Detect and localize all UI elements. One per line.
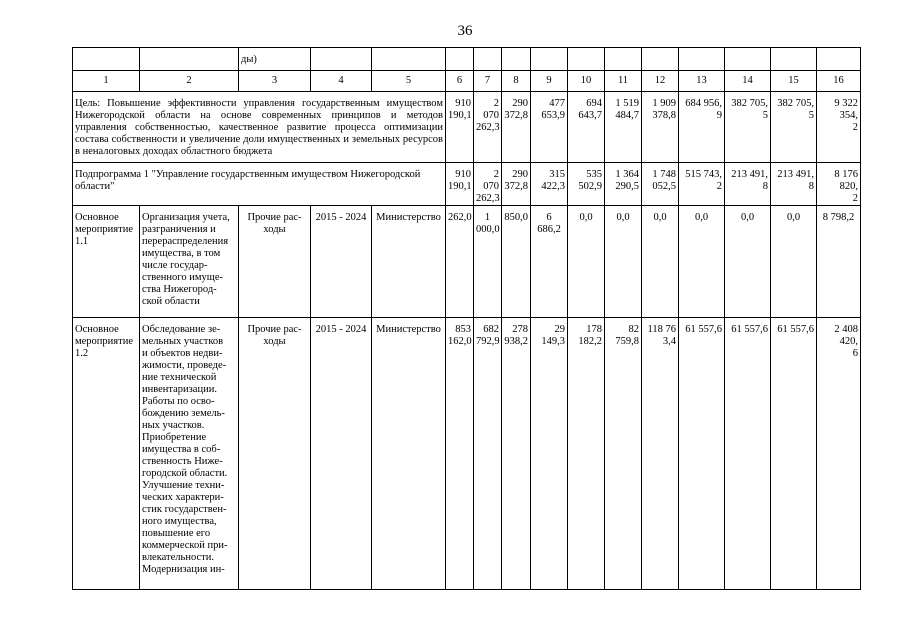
period: 2015 - 2024 xyxy=(311,206,372,318)
value-cell: 1 748 052,5 xyxy=(642,163,679,206)
value-cell: 290 372,8 xyxy=(502,163,531,206)
value-cell: 61 557,6 xyxy=(725,318,771,590)
value-cell: 0,0 xyxy=(605,206,642,318)
col-number: 16 xyxy=(817,71,861,92)
goal-row xyxy=(73,92,861,163)
value-cell: 0,0 xyxy=(642,206,679,318)
value-cell: 0,0 xyxy=(725,206,771,318)
col-number: 3 xyxy=(239,71,311,92)
value-cell: 1 364 290,5 xyxy=(605,163,642,206)
value-cell: 694 643,7 xyxy=(568,92,605,163)
value-cell: 262,0 xyxy=(446,206,474,318)
executor: Министерство xyxy=(372,206,446,318)
col-number: 14 xyxy=(725,71,771,92)
measure-id: Основное мероприятие 1.2 xyxy=(73,318,140,590)
col-number: 2 xyxy=(140,71,239,92)
expense-type: Прочие рас- ходы xyxy=(239,318,311,590)
col-number: 7 xyxy=(474,71,502,92)
measure-description: Обследование зе- мельных участков и объектов недви- жимости, проведе- ние технической инвентаризации. Работы по осво- бождению земель- ных участков. Приобретение имущества в соб- ственность Ниже- городской области. Улучшение техни- ческих характери- стик государствен- ного имущества, повышение его коммерческой при- влекательности. Модернизация ин- xyxy=(140,318,239,590)
value-cell: 2 070 262,3 xyxy=(474,92,502,163)
page-number: 36 xyxy=(457,23,473,39)
goal-text: Цель: Повышение эффективности управления государственным имуществом Нижегородской области на основе современных принципов и методов управления собственностью, качественное развитие процесса оптимизации состава собственности и увеличение доли имущественных и земельных ресурсов в неналоговых доходах областного бюджета xyxy=(73,92,446,163)
value-cell: 278 938,2 xyxy=(502,318,531,590)
col-number: 8 xyxy=(502,71,531,92)
continuation-text: ды) xyxy=(239,48,311,71)
period: 2015 - 2024 xyxy=(311,318,372,590)
value-cell: 315 422,3 xyxy=(531,163,568,206)
value-cell: 684 956, 9 xyxy=(679,92,725,163)
value-cell: 213 491, 8 xyxy=(771,163,817,206)
value-cell: 82 759,8 xyxy=(605,318,642,590)
measure-description: Организация учета, разграничения и перераспределения имущества, в том числе государ- ственного имуще- ства Нижегород- ской области xyxy=(140,206,239,318)
continuation-row xyxy=(73,48,861,71)
value-cell: 9 322 354, 2 xyxy=(817,92,861,163)
value-cell: 850,0 xyxy=(502,206,531,318)
value-cell: 1 000,0 xyxy=(474,206,502,318)
value-cell: 6 686,2 xyxy=(531,206,568,318)
value-cell: 2 408 420, 6 xyxy=(817,318,861,590)
col-number: 11 xyxy=(605,71,642,92)
col-number: 5 xyxy=(372,71,446,92)
value-cell: 910 190,1 xyxy=(446,163,474,206)
value-cell: 61 557,6 xyxy=(771,318,817,590)
value-cell: 0,0 xyxy=(771,206,817,318)
value-cell: 477 653,9 xyxy=(531,92,568,163)
value-cell: 290 372,8 xyxy=(502,92,531,163)
column-numbers-row xyxy=(73,71,861,92)
col-number: 12 xyxy=(642,71,679,92)
value-cell: 178 182,2 xyxy=(568,318,605,590)
col-number: 13 xyxy=(679,71,725,92)
value-cell: 0,0 xyxy=(679,206,725,318)
expense-type: Прочие рас- ходы xyxy=(239,206,311,318)
value-cell: 0,0 xyxy=(568,206,605,318)
measure-id: Основное мероприятие 1.1 xyxy=(73,206,140,318)
value-cell: 535 502,9 xyxy=(568,163,605,206)
subprogram-row xyxy=(73,163,861,206)
col-number: 6 xyxy=(446,71,474,92)
measure-row xyxy=(73,318,861,590)
value-cell: 382 705, 5 xyxy=(725,92,771,163)
value-cell: 910 190,1 xyxy=(446,92,474,163)
col-number: 4 xyxy=(311,71,372,92)
value-cell: 515 743, 2 xyxy=(679,163,725,206)
value-cell: 8 798,2 xyxy=(817,206,861,318)
value-cell: 29 149,3 xyxy=(531,318,568,590)
value-cell: 2 070 262,3 xyxy=(474,163,502,206)
value-cell: 118 76 3,4 xyxy=(642,318,679,590)
value-cell: 382 705, 5 xyxy=(771,92,817,163)
measure-row xyxy=(73,206,861,318)
budget-table xyxy=(72,47,861,590)
value-cell: 853 162,0 xyxy=(446,318,474,590)
value-cell: 1 519 484,7 xyxy=(605,92,642,163)
value-cell: 1 909 378,8 xyxy=(642,92,679,163)
subprogram-text: Подпрограмма 1 "Управление государственным имуществом Нижегородской области" xyxy=(73,163,446,206)
value-cell: 213 491, 8 xyxy=(725,163,771,206)
value-cell: 61 557,6 xyxy=(679,318,725,590)
col-number: 9 xyxy=(531,71,568,92)
value-cell: 8 176 820, 2 xyxy=(817,163,861,206)
executor: Министерство xyxy=(372,318,446,590)
col-number: 1 xyxy=(73,71,140,92)
value-cell: 682 792,9 xyxy=(474,318,502,590)
col-number: 10 xyxy=(568,71,605,92)
col-number: 15 xyxy=(771,71,817,92)
